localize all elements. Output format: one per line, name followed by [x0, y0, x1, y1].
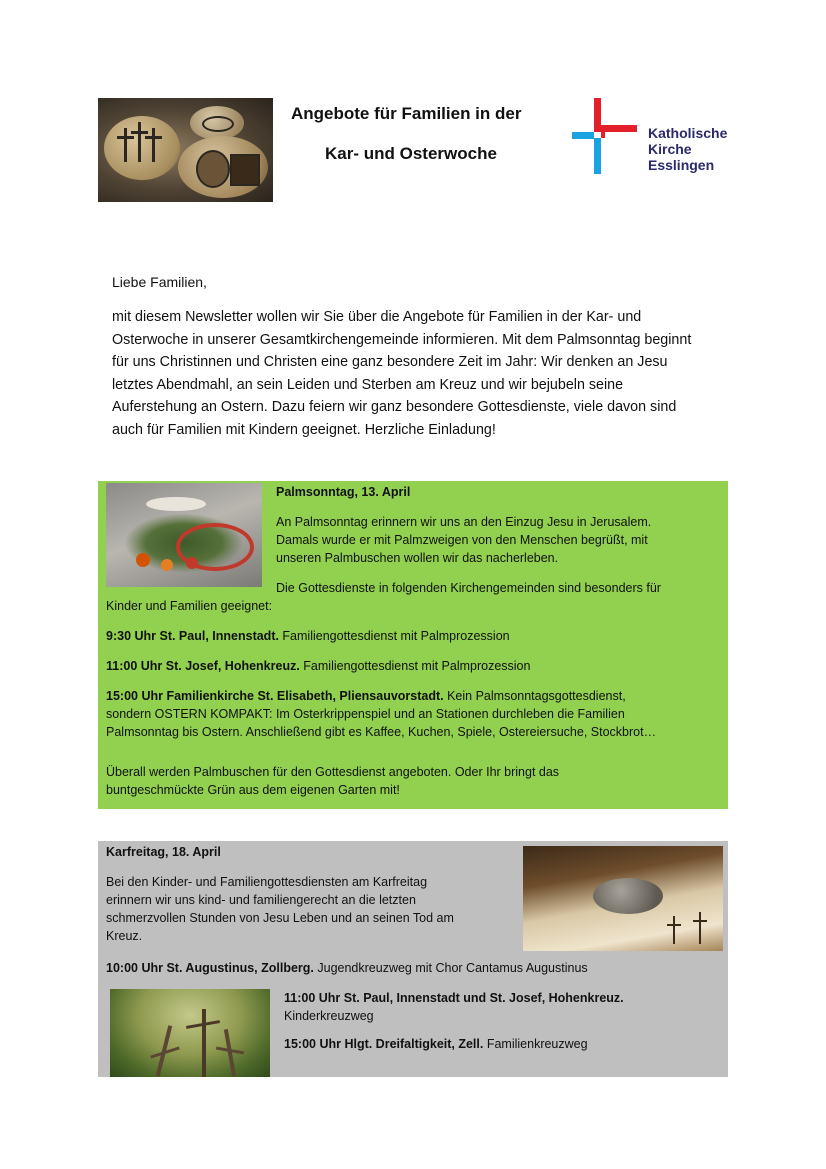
palm-event-1-desc: Familiengottesdienst mit Palmprozession [278, 629, 510, 643]
intro-line: auch für Familien mit Kindern geeignet. Herzliche Einladung! [112, 421, 496, 438]
friday-desc-line: Kreuz. [106, 929, 143, 943]
katholische-kirche-logo-icon [570, 98, 638, 174]
friday-event-2-time: 11:00 Uhr St. Paul, Innenstadt und St. Josef, Hohenkreuz. [284, 991, 624, 1005]
palm-event-3-line-2: sondern OSTERN KOMPAKT: Im Osterkrippenspiel und an Stationen durchleben die Familien [106, 707, 625, 721]
page-title-line-2: Kar- und Osterwoche [325, 144, 497, 163]
friday-heading: Karfreitag, 18. April [106, 845, 221, 859]
palm-desc-line: unseren Palmbuschen wollen wir das nacherleben. [276, 551, 559, 565]
intro-line: Auferstehung an Ostern. Dazu feiern wir ganz besondere Gottesdienste, viele davon sind [112, 399, 677, 415]
intro-line: Osterwoche in unserer Gesamtkirchengemeinde informieren. Mit dem Palmsonntag beginnt [112, 331, 692, 348]
intro-line: für uns Christinnen und Christen eine ganz besondere Zeit im Jahr: Wir denken an Jesu [112, 354, 668, 370]
page-title-line-1: Angebote für Familien in der [291, 104, 522, 123]
logo-line-1: Katholische [648, 125, 728, 141]
friday-desc-line: Bei den Kinder- und Familiengottesdiensten am Karfreitag [106, 875, 428, 889]
logo-line-3: Esslingen [648, 157, 715, 173]
intro-line: letztes Abendmahl, an sein Leiden und Sterben am Kreuz und wir bejubeln seine [112, 376, 624, 393]
palm-description [276, 513, 651, 567]
logo-line-2: Kirche [648, 141, 692, 157]
palm-bouquet-photo [106, 483, 262, 587]
palm-closing-line-1: Überall werden Palmbuschen für den Gottesdienst angeboten. Oder Ihr bringt das [106, 765, 560, 779]
palm-desc-line: Damals wurde er mit Palmzweigen von den Menschen begrüßt, mit [276, 533, 648, 547]
friday-event-2 [284, 989, 624, 1025]
palm-event-3-time: 15:00 Uhr Familienkirche St. Elisabeth, Pliensauvorstadt. [106, 689, 444, 703]
palm-closing [106, 763, 559, 799]
header-stones-photo [98, 98, 273, 202]
palm-desc-line: An Palmsonntag erinnern wir uns an den Einzug Jesu in Jerusalem. [276, 515, 652, 529]
palm-event-3 [106, 687, 656, 741]
intro-paragraph [112, 306, 732, 441]
palm-sunday-section [98, 481, 728, 809]
friday-event-3 [284, 1035, 588, 1053]
friday-desc-line: schmerzvollen Stunden von Jesu Leben und an seinen Tod am [106, 911, 454, 925]
friday-desc-line: erinnern wir uns kind- und familiengerecht an die letzten [106, 893, 416, 907]
palm-event-1-time: 9:30 Uhr St. Paul, Innenstadt. [106, 629, 279, 643]
friday-event-1-desc: Jugendkreuzweg mit Chor Cantamus Augustinus [313, 961, 588, 975]
palm-event-1 [106, 627, 510, 645]
palm-event-2-time: 11:00 Uhr St. Josef, Hohenkreuz. [106, 659, 300, 673]
good-friday-section [98, 841, 728, 1077]
friday-event-2-desc: Kinderkreuzweg [284, 1009, 374, 1023]
logo-text [648, 125, 727, 173]
palm-heading: Palmsonntag, 13. April [276, 485, 411, 499]
palm-event-2-desc: Familiengottesdienst mit Palmprozession [299, 659, 531, 673]
greeting: Liebe Familien, [112, 274, 207, 290]
crosses-photo [110, 989, 270, 1077]
palm-event-3-desc: Kein Palmsonntagsgottesdienst, [443, 689, 626, 703]
friday-description [106, 873, 454, 945]
friday-event-1 [106, 959, 588, 977]
palm-event-2 [106, 657, 530, 675]
palm-closing-line-2: buntgeschmückte Grün aus dem eigenen Garten mit! [106, 783, 400, 797]
friday-event-3-time: 15:00 Uhr Hlgt. Dreifaltigkeit, Zell. [284, 1037, 484, 1051]
friday-event-1-time: 10:00 Uhr St. Augustinus, Zollberg. [106, 961, 314, 975]
palm-lead-line-1: Die Gottesdienste in folgenden Kirchengemeinden sind besonders für [276, 581, 661, 595]
friday-event-3-desc: Familienkreuzweg [483, 1037, 588, 1051]
bible-stone-photo [523, 846, 723, 951]
palm-lead-line-2: Kinder und Familien geeignet: [106, 599, 273, 613]
palm-event-3-line-3: Palmsonntag bis Ostern. Anschließend gibt es Kaffee, Kuchen, Spiele, Ostereiersuche, Stockbrot… [106, 725, 657, 739]
intro-line: mit diesem Newsletter wollen wir Sie über die Angebote für Familien in der Kar- und [112, 309, 642, 325]
